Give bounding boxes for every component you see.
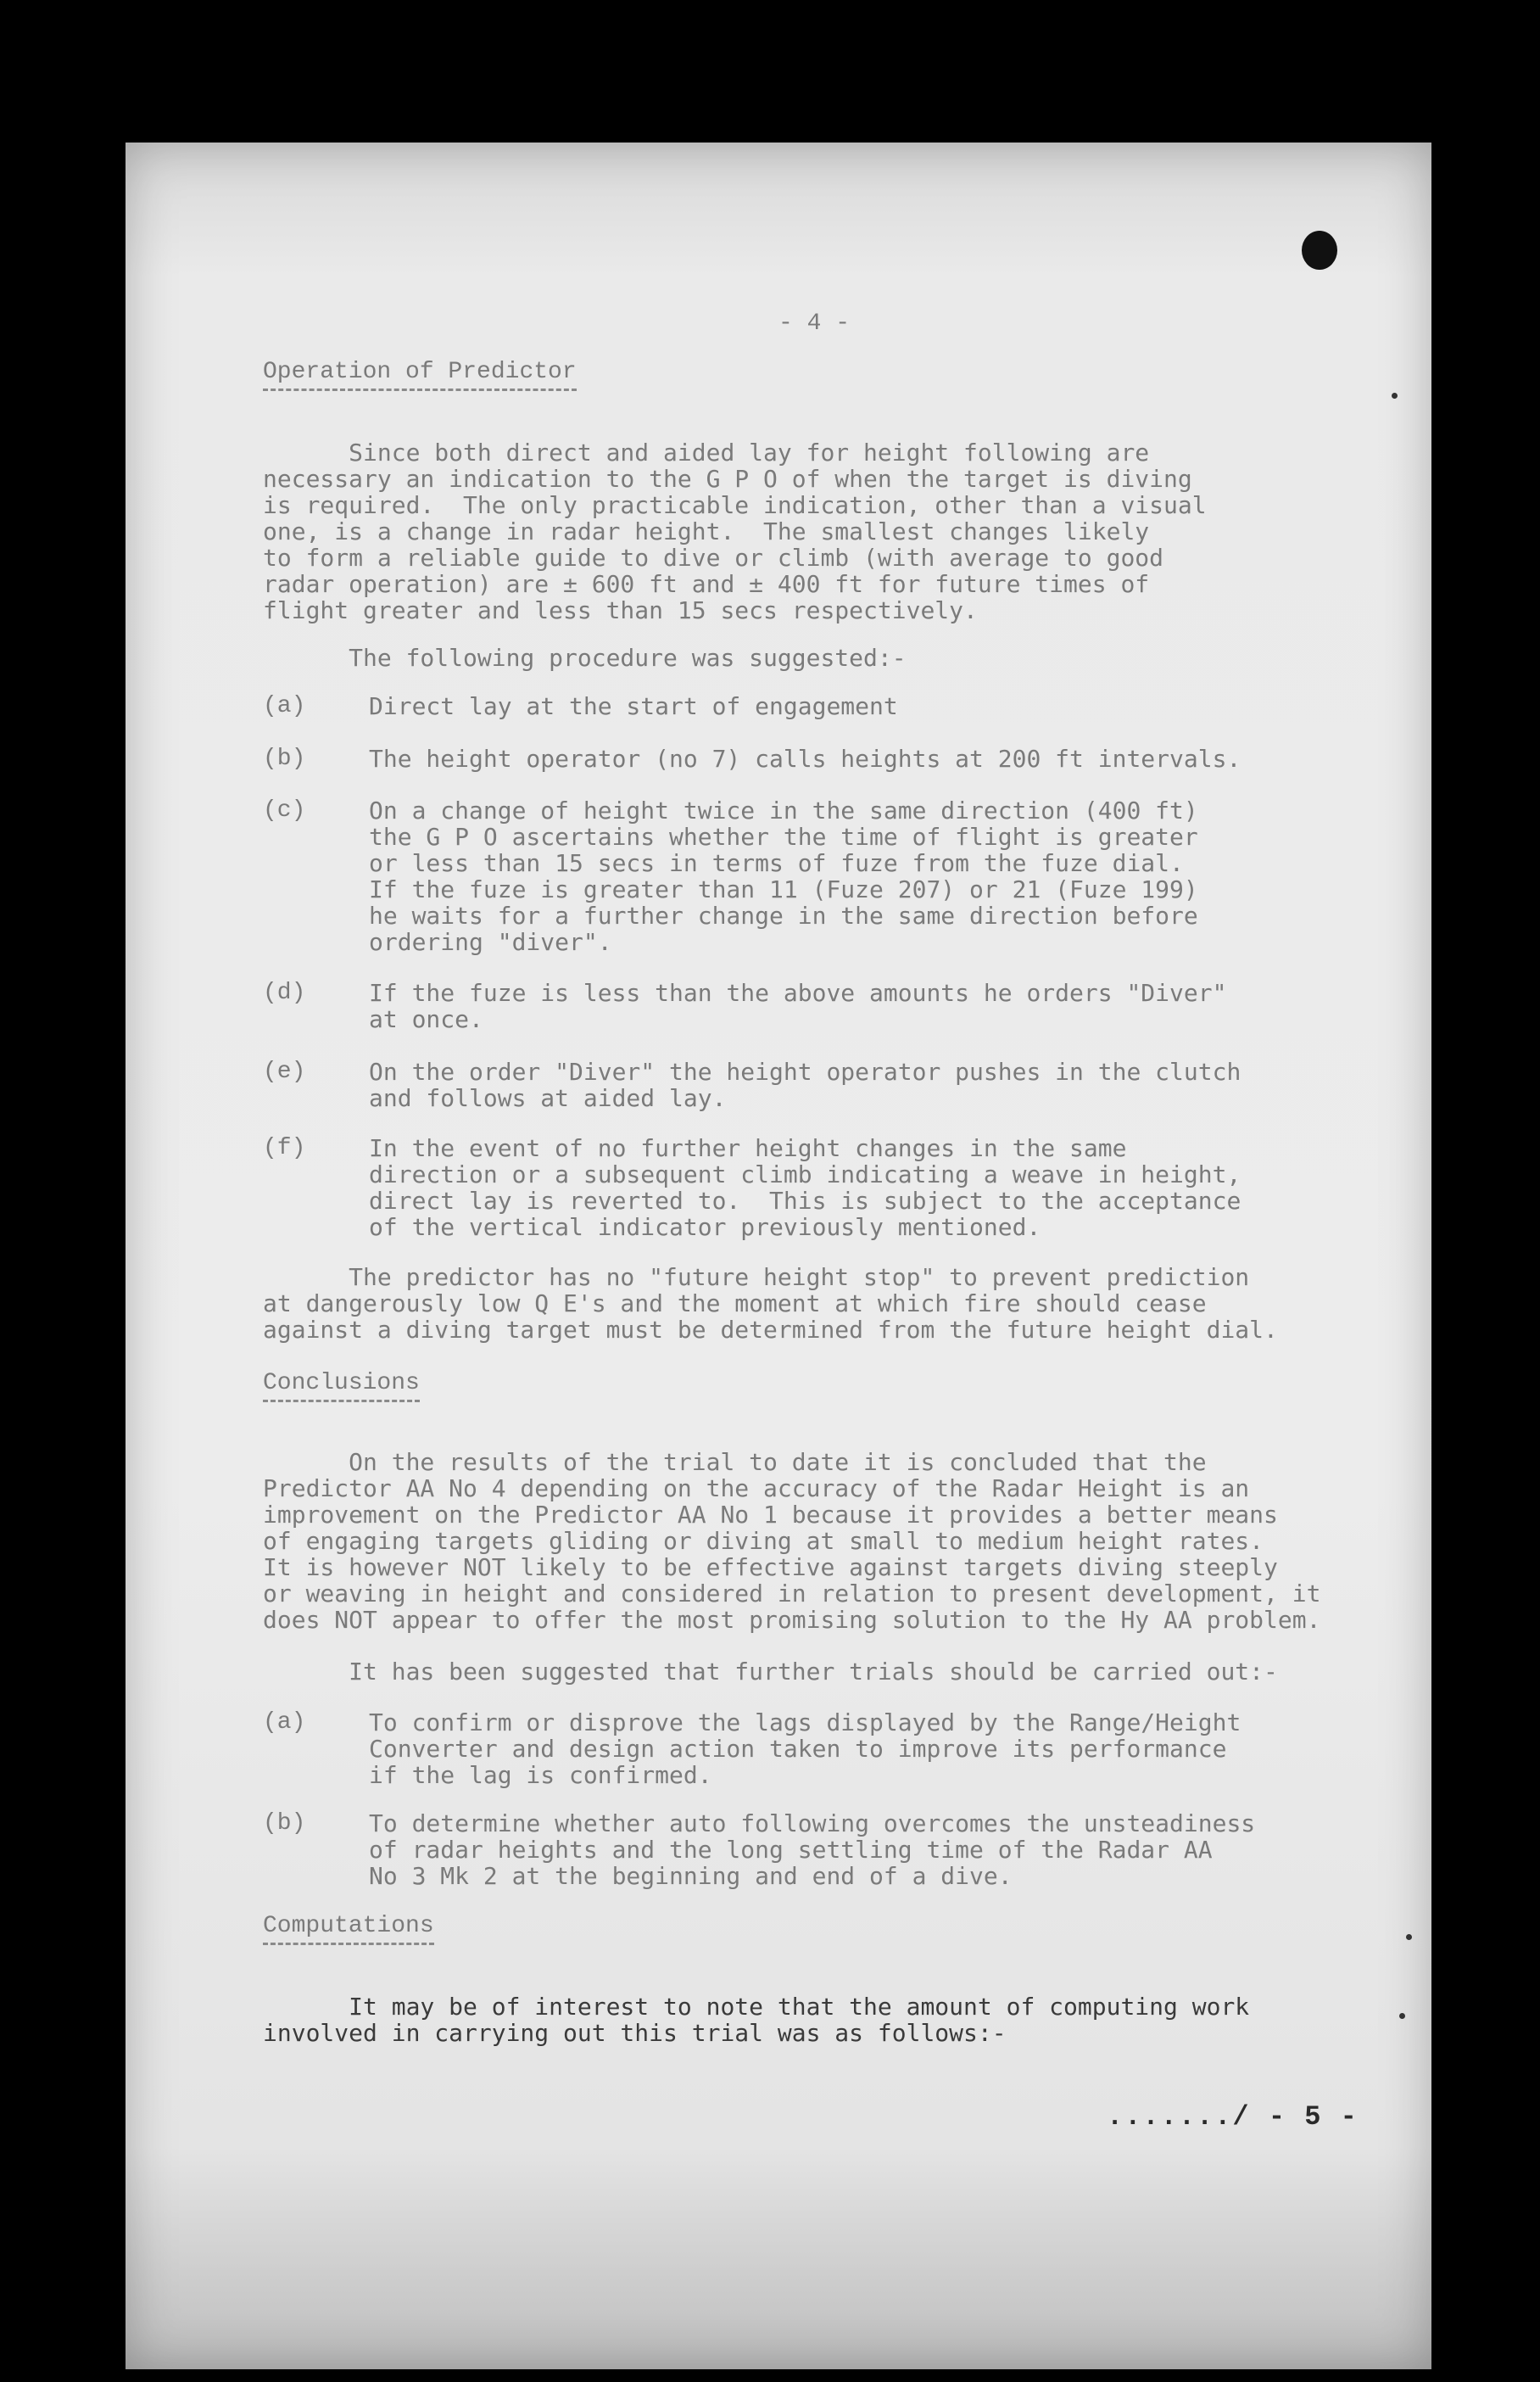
item-label: (c) [263, 797, 306, 824]
heading-text: Operation of Predictor [263, 359, 577, 385]
item-label: (b) [263, 746, 306, 772]
operation-closing-paragraph: The predictor has no "future height stop" to prevent prediction at dangerously low Q E's and the moment at which fire should cease against a diving target must be determined from the future height dial. [263, 1263, 1278, 1344]
heading-underline [263, 1943, 434, 1945]
item-text: Direct lay at the start of engagement [369, 692, 898, 720]
item-label: (b) [263, 1810, 306, 1837]
item-text: If the fuze is less than the above amounts he orders "Diver" at once. [369, 979, 1227, 1033]
item-text: On the order "Diver" the height operator pushes in the clutch and follows at aided lay. [369, 1058, 1241, 1112]
computations-paragraph: It may be of interest to note that the amount of computing work involved in carrying out this trial was as follows:- [263, 1993, 1250, 2047]
item-label: (f) [263, 1135, 306, 1161]
item-text: The height operator (no 7) calls heights at 200 ft intervals. [369, 745, 1241, 773]
operation-intro-paragraph: Since both direct and aided lay for height following are necessary an indication to the G P O of when the target is diving is required. The only practicable indication, other than a visual one, is a change in radar height. The smallest changes likely to form a reliable guide to dive or climb (with average to good radar operation) are ± 600 ft and ± 400 ft for future times of flight greater and less than 15 secs respectively. [263, 439, 1207, 624]
continuation-footer: ......./ - 5 - [1107, 2101, 1359, 2133]
item-label: (a) [263, 693, 306, 719]
item-text: To confirm or disprove the lags displayed by the Range/Height Converter and design action taken to improve its performance if the lag is confirmed. [369, 1708, 1241, 1789]
procedure-intro: The following procedure was suggested:- [263, 644, 907, 672]
item-label: (a) [263, 1709, 306, 1736]
section-heading-computations [263, 1913, 434, 1945]
item-label: (d) [263, 980, 306, 1006]
heading-underline [263, 1400, 420, 1402]
section-heading-operation [263, 359, 577, 391]
item-text: On a change of height twice in the same direction (400 ft) the G P O ascertains whether the time of flight is greater or less than 15 secs in terms of fuze from the fuze dial. If the fuze is greater than 11 (Fuze 207) or 21 (Fuze 199) he waits for a further change in the same direction before ordering "diver". [369, 797, 1198, 956]
page-number: - 4 - [778, 310, 851, 337]
trials-intro: It has been suggested that further trials should be carried out:- [263, 1658, 1278, 1686]
heading-text: Conclusions [263, 1370, 420, 1396]
heading-underline [263, 389, 577, 391]
item-label: (e) [263, 1059, 306, 1085]
conclusions-paragraph: On the results of the trial to date it is concluded that the Predictor AA No 4 depending on the accuracy of the Radar Height is an improvement on the Predictor AA No 1 because it provides a better means of engaging targets gliding or diving at small to medium height rates. It is however NOT likely to be effective against targets diving steeply or weaving in height and considered in relation to present development, it does NOT appear to offer the most promising solution to the Hy AA problem. [263, 1448, 1321, 1634]
section-heading-conclusions [263, 1370, 420, 1402]
item-text: To determine whether auto following overcomes the unsteadiness of radar heights and the long settling time of the Radar AA No 3 Mk 2 at the beginning and end of a dive. [369, 1809, 1256, 1890]
item-text: In the event of no further height changes in the same direction or a subsequent climb indicating a weave in height, direct lay is reverted to. This is subject to the acceptance of the vertical indicator previously mentioned. [369, 1134, 1241, 1241]
heading-text: Computations [263, 1913, 434, 1939]
